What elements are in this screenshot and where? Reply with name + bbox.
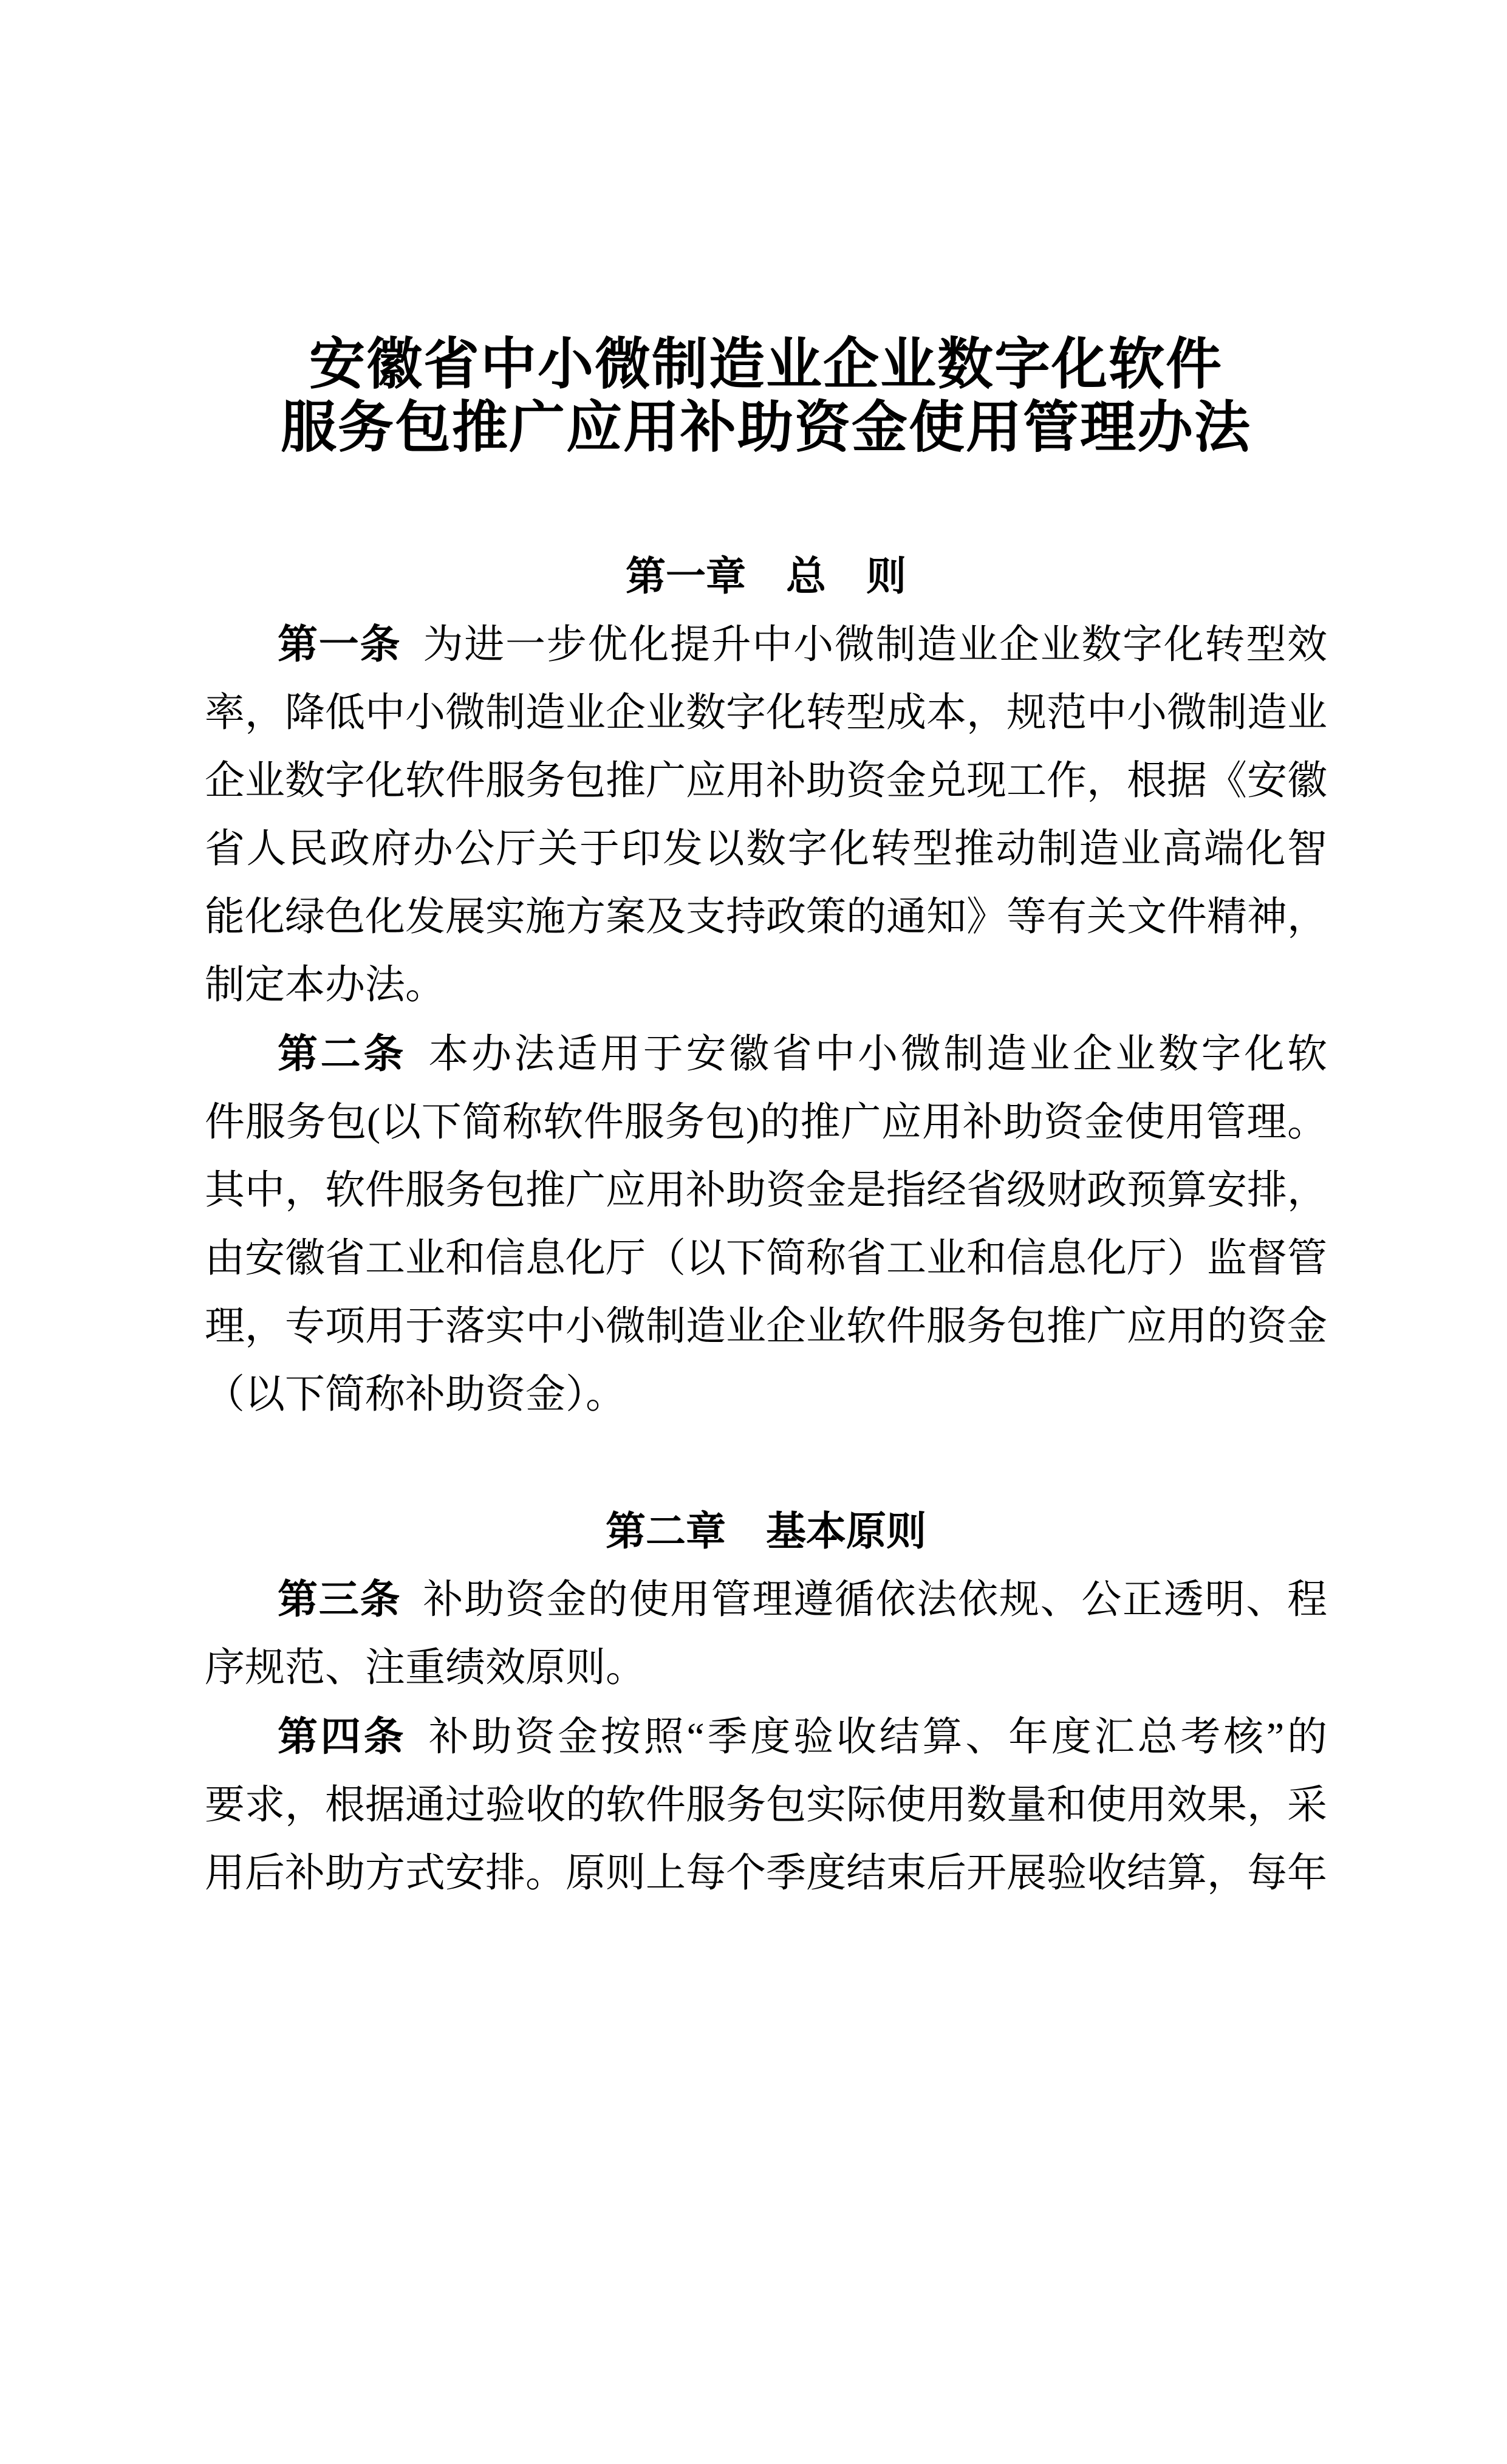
article-1-number: 第一条: [278, 621, 402, 666]
article-2-line-1: [205, 1019, 1327, 1089]
article-1-line-3: 企业数字化软件服务包推广应用补助资金兑现工作，根据《安徽: [205, 759, 1327, 803]
article-1-line-1: [205, 610, 1327, 679]
article-2-line-5: 理，专项用于落实中小微制造业企业软件服务包推广应用的资金: [205, 1304, 1327, 1349]
article-1-line-4: 省人民政府办公厅关于印发以数字化转型推动制造业高端化智: [205, 827, 1327, 871]
article-2-number: 第二条: [278, 1031, 407, 1076]
article-2-line-6: （以下简称补助资金）。: [205, 1372, 626, 1417]
article-2-line-2: 件服务包(以下简称软件服务包)的推广应用补助资金使用管理。: [205, 1100, 1327, 1145]
article-1-line-5: 能化绿色化发展实施方案及支持政策的通知》等有关文件精神，: [205, 895, 1327, 939]
document-page: [0, 333, 1507, 2464]
chapter-1-heading: 第一章 总 则: [626, 553, 906, 598]
article-2-text: 本办法适用于安徽省中小微制造业企业数字化软: [428, 1032, 1328, 1076]
article-3-line-1: [205, 1565, 1327, 1634]
page-content: [205, 333, 1327, 1908]
article-4-line-3: 用后补助方式安排。原则上每个季度结束后开展验收结算，每年: [205, 1851, 1327, 1895]
document-title: [205, 333, 1327, 459]
article-3-text: 补助资金的使用管理遵循依法依规、公正透明、程: [423, 1578, 1328, 1622]
article-4-number: 第四条: [278, 1714, 407, 1759]
article-2-line-3: 其中，软件服务包推广应用补助资金是指经省级财政预算安排，: [205, 1168, 1327, 1213]
article-3-number: 第三条: [278, 1576, 402, 1621]
article-4-text: 补助资金按照“季度验收结算、年度汇总考核”的: [428, 1715, 1327, 1759]
title-line-1: 安徽省中小微制造业企业数字化软件: [309, 334, 1223, 395]
chapter-2-heading: 第二章 基本原则: [606, 1508, 926, 1553]
article-1-text: 为进一步优化提升中小微制造业企业数字化转型效: [423, 623, 1328, 667]
article-4-line-1: [205, 1702, 1327, 1771]
title-line-2: 服务包推广应用补助资金使用管理办法: [280, 397, 1251, 459]
article-2-line-4: 由安徽省工业和信息化厅（以下简称省工业和信息化厅）监督管: [205, 1236, 1327, 1281]
article-4-line-2: 要求，根据通过验收的软件服务包实际使用数量和使用效果，采: [205, 1783, 1327, 1827]
article-1-line-2: 率，降低中小微制造业企业数字化转型成本，规范中小微制造业: [205, 691, 1327, 735]
article-1-line-6: 制定本办法。: [205, 963, 445, 1007]
article-3-line-2: 序规范、注重绩效原则。: [205, 1646, 646, 1690]
